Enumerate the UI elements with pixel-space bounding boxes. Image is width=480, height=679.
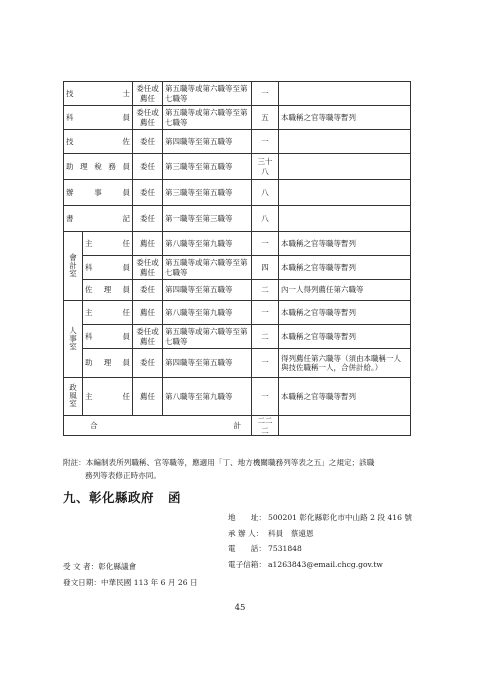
count-cell: 八: [252, 206, 279, 232]
remark-cell: 本職稱之官等職等暫列: [279, 256, 411, 280]
appointment-cell: 委任: [133, 130, 163, 154]
table-row: [64, 349, 411, 378]
appointment-cell: 薦任: [133, 378, 163, 416]
table-row: [64, 130, 411, 154]
email-line: [228, 557, 412, 573]
remark-cell: 本職稱之官等職等暫列: [279, 378, 411, 416]
appointment-cell: 委任: [133, 154, 163, 180]
title-cell: [83, 378, 133, 416]
title-cell: [83, 325, 133, 349]
page-number: 45: [234, 603, 246, 613]
remark-cell: 本職稱之官等職等暫列: [279, 232, 411, 256]
appointment-cell: 委任: [133, 280, 163, 301]
sender-name: 九、彰化縣政府: [63, 490, 155, 505]
title-text: 佐 理 員: [85, 285, 130, 295]
appointment-cell: 委任: [133, 349, 163, 378]
total-label-right: 計: [233, 420, 241, 430]
title-cell: [64, 180, 133, 206]
table-row: [64, 106, 411, 130]
count-cell: 三十八: [252, 154, 279, 180]
count-cell: 一: [252, 232, 279, 256]
title-text: 主 任: [85, 391, 130, 401]
footnote-line: 務列等表修正時亦同。: [85, 471, 161, 480]
address-line: [228, 510, 412, 526]
email-value: a1263843@email.chcg.gov.tw: [268, 559, 383, 569]
title-text: 書 記: [66, 213, 130, 223]
title-cell: [64, 82, 133, 106]
table-footnote: [63, 456, 413, 482]
staffing-table: [63, 81, 411, 436]
handler-line: [228, 526, 412, 542]
title-cell: [64, 130, 133, 154]
appointment-cell: 委任或薦任: [133, 256, 163, 280]
phone-line: [228, 541, 412, 557]
title-text: 辦 事 員: [66, 187, 130, 197]
section-heading: [63, 488, 181, 506]
count-cell: 一: [252, 82, 279, 106]
title-cell: [64, 106, 133, 130]
grade-cell: 第八職等至第九職等: [163, 301, 252, 325]
grade-cell: 第五職等或第六職等至第七職等: [163, 82, 252, 106]
count-cell: 八: [252, 180, 279, 206]
remark-cell: [279, 82, 411, 106]
remark-cell: 本職稱之官等職等暫列: [279, 301, 411, 325]
recipient-value: 彰化縣議會: [98, 562, 137, 571]
remark-cell: [279, 130, 411, 154]
title-text: 主 任: [85, 238, 130, 248]
count-cell: 二: [252, 325, 279, 349]
remark-cell: [279, 206, 411, 232]
total-label-left: 合: [90, 420, 98, 430]
unit-cell: [64, 378, 83, 416]
remark-cell: 得列薦任第六職等（須由本職稱一人與技佐職稱一人，合併計給。）: [279, 349, 411, 378]
date-value: 中華民國 113 年 6 月 26 日: [100, 577, 198, 587]
title-cell: [83, 232, 133, 256]
count-cell: 二: [252, 280, 279, 301]
total-row: [64, 416, 411, 436]
date-label: 發文日期：: [63, 577, 101, 587]
title-text: 科 員: [85, 331, 130, 341]
grade-cell: 第五職等或第六職等至第七職等: [163, 325, 252, 349]
grade-cell: 第四職等至第五職等: [163, 130, 252, 154]
grade-cell: 第八職等至第九職等: [163, 232, 252, 256]
total-label-cell: [64, 416, 252, 436]
appointment-cell: 薦任: [133, 301, 163, 325]
table-row: [64, 256, 411, 280]
unit-name: 人事室: [69, 325, 77, 351]
appointment-cell: 委任: [133, 206, 163, 232]
table-row: [64, 280, 411, 301]
email-label: 電子信箱：: [228, 559, 266, 569]
title-text: 助 理 稅 務 員: [66, 161, 130, 171]
count-cell: 五: [252, 106, 279, 130]
title-cell: [83, 256, 133, 280]
table-row: [64, 232, 411, 256]
title-text: 助 理 員: [85, 358, 130, 368]
title-text: 科 員: [66, 112, 130, 122]
remark-cell: [279, 180, 411, 206]
title-cell: [64, 206, 133, 232]
date-line: [63, 575, 198, 591]
title-cell: [83, 280, 133, 301]
grade-cell: 第三職等至第五職等: [163, 154, 252, 180]
table-row: [64, 325, 411, 349]
table-row: [64, 154, 411, 180]
count-cell: 一: [252, 378, 279, 416]
grade-cell: 第八職等至第九職等: [163, 378, 252, 416]
remark-cell: 本職稱之官等職等暫列: [279, 325, 411, 349]
table-row: [64, 301, 411, 325]
total-count-cell: 二二二: [252, 416, 279, 436]
address-value: 500201 彰化縣彰化市中山路 2 段 416 號: [268, 513, 412, 522]
count-cell: 一: [252, 130, 279, 154]
remark-cell: [279, 416, 411, 436]
grade-cell: 第一職等至第三職等: [163, 206, 252, 232]
appointment-cell: 委任: [133, 180, 163, 206]
phone-value: 7531848: [268, 544, 302, 553]
table-row: [64, 82, 411, 106]
grade-cell: 第三職等至第五職等: [163, 180, 252, 206]
unit-name: 政風室: [69, 383, 77, 409]
remark-cell: 本職稱之官等職等暫列: [279, 106, 411, 130]
title-cell: [64, 154, 133, 180]
title-text: 主 任: [85, 307, 130, 317]
grade-cell: 第四職等至第五職等: [163, 280, 252, 301]
phone-label: 電 話：: [228, 544, 266, 553]
remark-cell: [279, 154, 411, 180]
grade-cell: 第五職等或第六職等至第七職等: [163, 106, 252, 130]
table-row: [64, 206, 411, 232]
appointment-cell: 委任或薦任: [133, 106, 163, 130]
handler-label: 承 辦 人：: [228, 528, 264, 538]
grade-cell: 第四職等至第五職等: [163, 349, 252, 378]
appointment-cell: 薦任: [133, 232, 163, 256]
total-label: [90, 421, 241, 430]
address-label: 地 址：: [228, 513, 266, 522]
title-text: 技 士: [66, 88, 130, 98]
title-cell: [83, 349, 133, 378]
title-text: 科 員: [85, 262, 130, 272]
table-row: [64, 378, 411, 416]
unit-cell: [64, 301, 83, 378]
footnote-line: 附註：本編制表所列職稱、官等職等，應適用「丁、地方機關職務列等表之五」之規定；該職: [63, 458, 375, 467]
title-text: 技 佐: [66, 136, 130, 146]
recipient-line: [63, 559, 198, 575]
title-cell: [83, 301, 133, 325]
count-cell: 一: [252, 301, 279, 325]
grade-cell: 第五職等或第六職等至第七職等: [163, 256, 252, 280]
recipient-block: [63, 559, 198, 590]
appointment-cell: 委任或薦任: [133, 325, 163, 349]
handler-value: 科員 蔡遠恩: [268, 528, 314, 538]
document-type: 函: [168, 490, 182, 505]
remark-cell: 內一人得列薦任第六職等: [279, 280, 411, 301]
count-cell: 四: [252, 256, 279, 280]
unit-name: 會計室: [69, 252, 77, 278]
appointment-cell: 委任或薦任: [133, 82, 163, 106]
contact-block: [228, 510, 412, 572]
count-cell: 一: [252, 349, 279, 378]
table-row: [64, 180, 411, 206]
recipient-label: 受 文 者：: [63, 562, 99, 571]
unit-cell: [64, 232, 83, 301]
